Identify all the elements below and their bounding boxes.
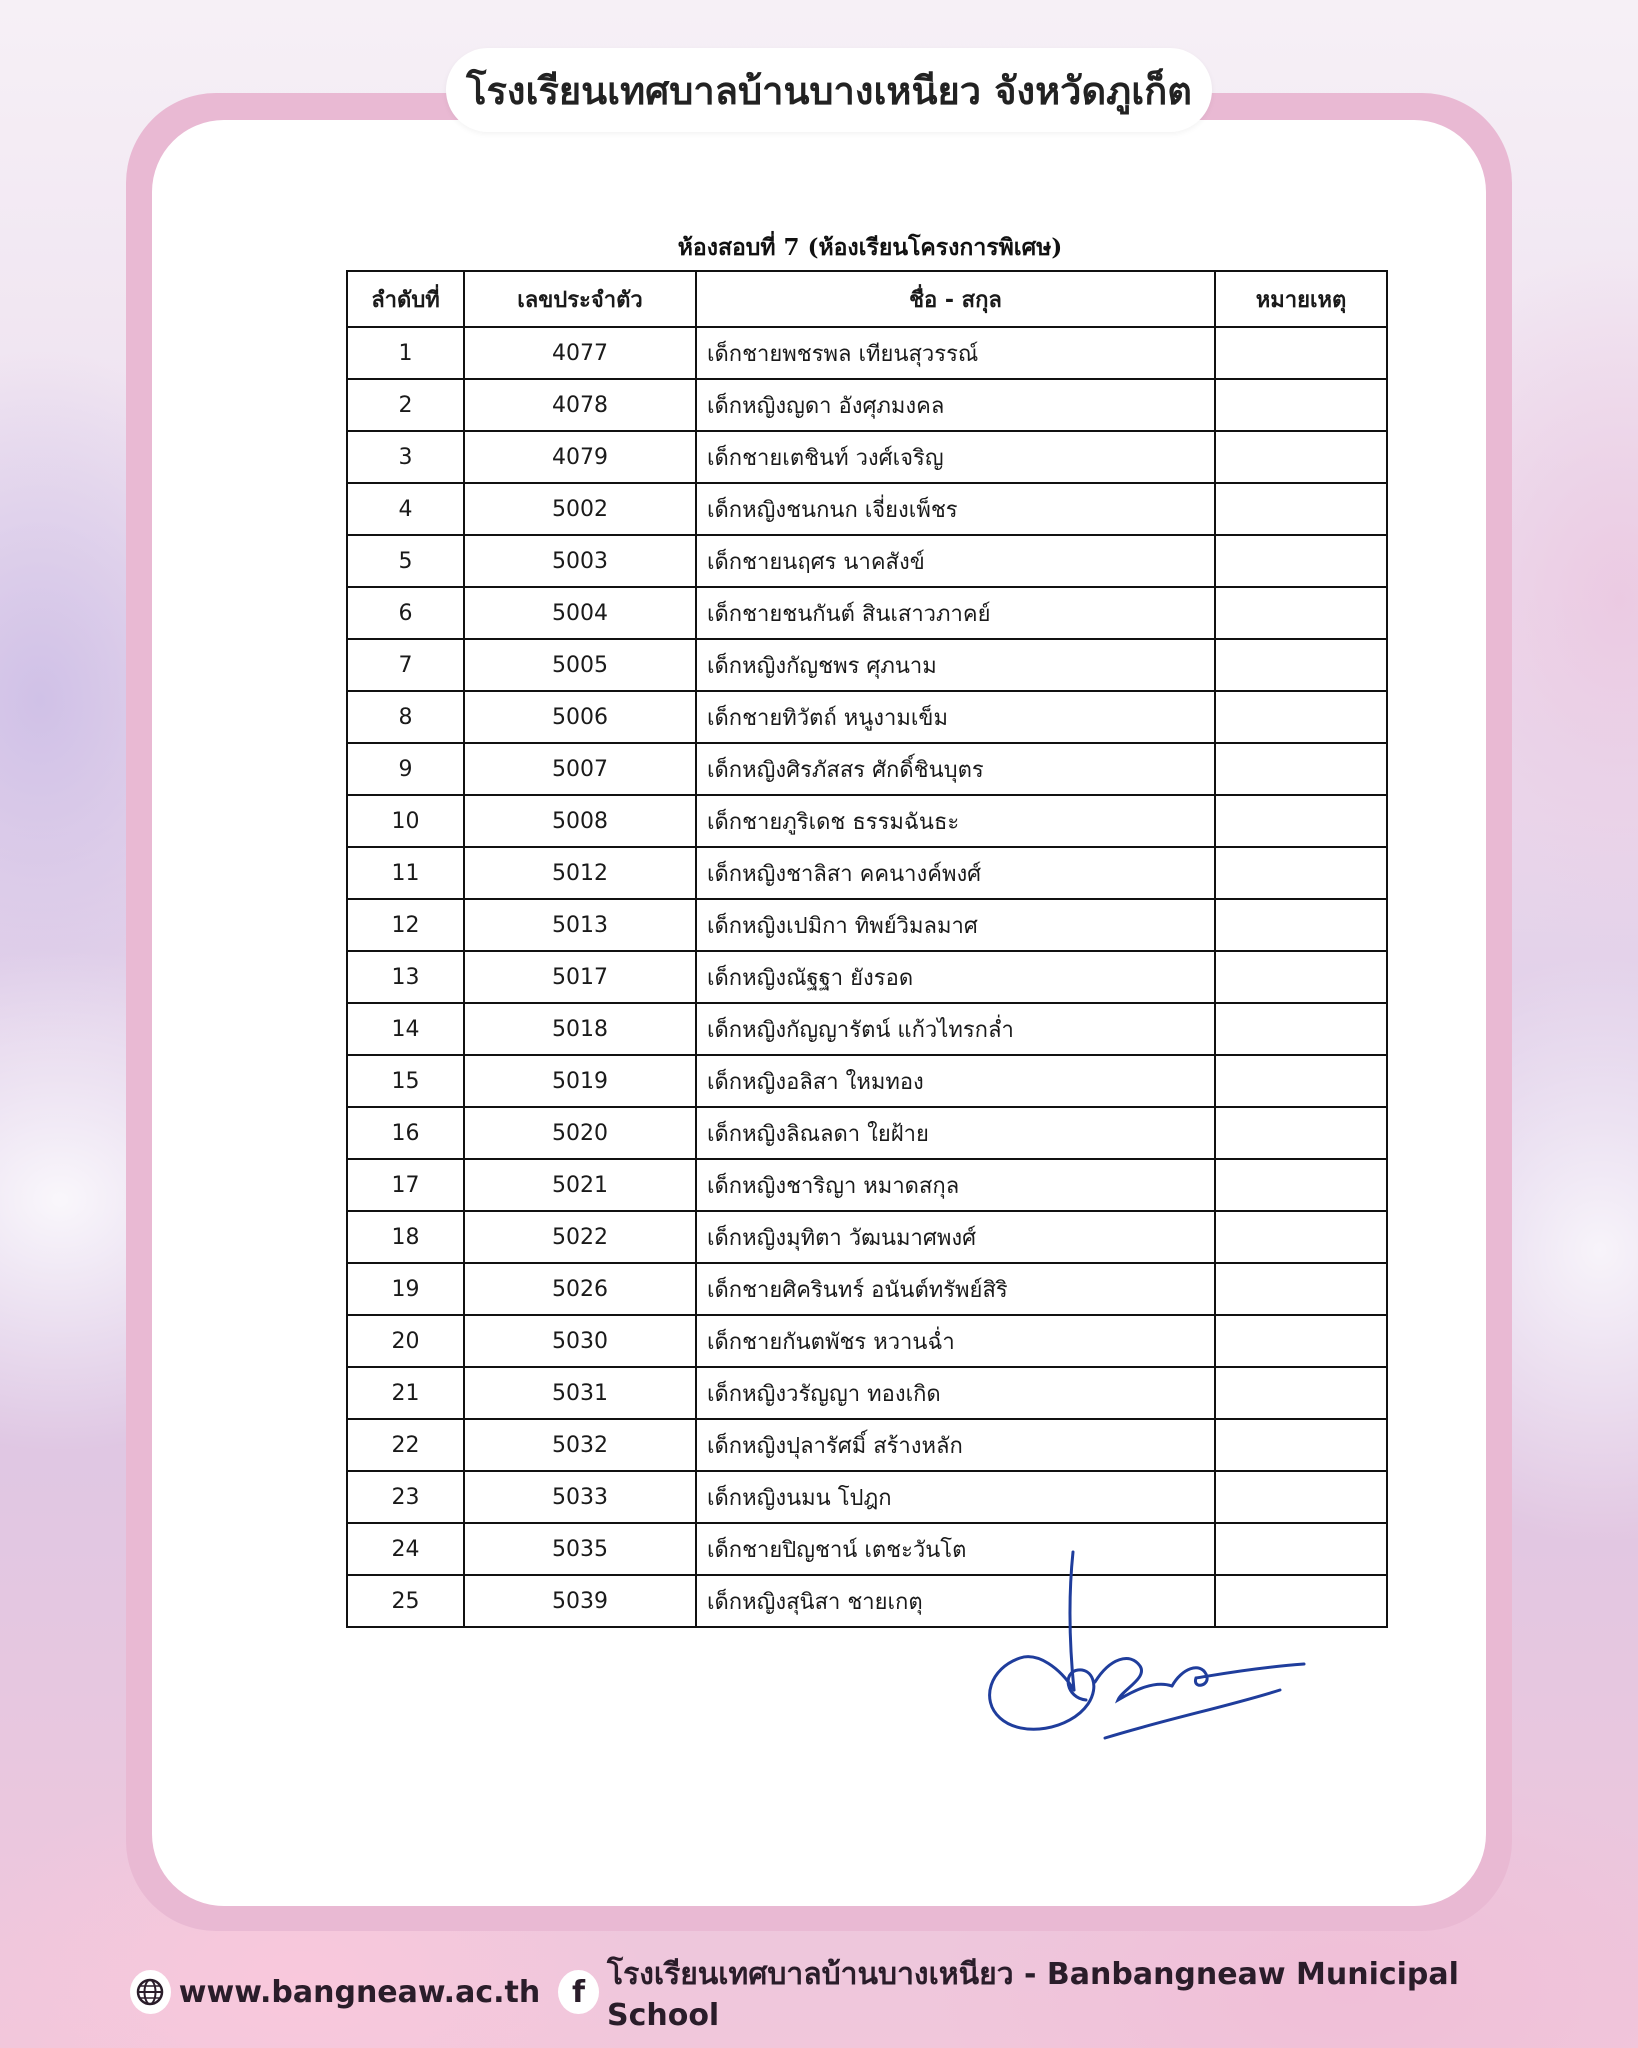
- row-remark: [1215, 431, 1387, 483]
- row-student-name: เด็กชายนฤศร นาคสังข์: [696, 535, 1215, 587]
- row-student-id: 5039: [464, 1575, 696, 1627]
- row-number: 2: [347, 379, 464, 431]
- row-number: 19: [347, 1263, 464, 1315]
- table-body: [347, 327, 1387, 1627]
- row-number: 25: [347, 1575, 464, 1627]
- row-student-name: เด็กหญิงสุนิสา ชายเกตุ: [696, 1575, 1215, 1627]
- row-number: 9: [347, 743, 464, 795]
- row-student-id: 5019: [464, 1055, 696, 1107]
- row-student-name: เด็กชายกันตพัชร หวานฉ่ำ: [696, 1315, 1215, 1367]
- row-student-id: 5030: [464, 1315, 696, 1367]
- table-row: [347, 431, 1387, 483]
- row-student-name: เด็กชายทิวัตถ์ หนูงามเข็ม: [696, 691, 1215, 743]
- row-number: 4: [347, 483, 464, 535]
- school-title: โรงเรียนเทศบาลบ้านบางเหนียว จังหวัดภูเก็ต: [446, 48, 1212, 132]
- row-remark: [1215, 899, 1387, 951]
- row-remark: [1215, 535, 1387, 587]
- row-student-id: 5007: [464, 743, 696, 795]
- row-student-name: เด็กชายพชรพล เทียนสุวรรณ์: [696, 327, 1215, 379]
- row-remark: [1215, 1367, 1387, 1419]
- table-row: [347, 1211, 1387, 1263]
- table-row: [347, 1055, 1387, 1107]
- row-student-name: เด็กหญิงศิรภัสสร ศักดิ์ชินบุตร: [696, 743, 1215, 795]
- table-row: [347, 1003, 1387, 1055]
- row-student-name: เด็กหญิงวรัญญา ทองเกิด: [696, 1367, 1215, 1419]
- table-row: [347, 1419, 1387, 1471]
- table-header-row: [347, 271, 1387, 327]
- row-remark: [1215, 743, 1387, 795]
- row-student-id: 5020: [464, 1107, 696, 1159]
- table-row: [347, 1367, 1387, 1419]
- row-number: 6: [347, 587, 464, 639]
- table-row: [347, 899, 1387, 951]
- column-header-number: ลำดับที่: [347, 271, 464, 327]
- row-remark: [1215, 691, 1387, 743]
- row-student-name: เด็กหญิงชาริญา หมาดสกุล: [696, 1159, 1215, 1211]
- row-remark: [1215, 1159, 1387, 1211]
- row-student-name: เด็กหญิงนมน โปฎก: [696, 1471, 1215, 1523]
- row-number: 18: [347, 1211, 464, 1263]
- row-student-id: 5026: [464, 1263, 696, 1315]
- row-student-id: 5017: [464, 951, 696, 1003]
- row-number: 17: [347, 1159, 464, 1211]
- row-student-name: เด็กหญิงญดา อังศุภมงคล: [696, 379, 1215, 431]
- column-header-name: ชื่อ - สกุล: [696, 271, 1215, 327]
- row-remark: [1215, 1315, 1387, 1367]
- table-row: [347, 1159, 1387, 1211]
- row-student-name: เด็กหญิงชาลิสา คคนางค์พงศ์: [696, 847, 1215, 899]
- row-student-id: 4079: [464, 431, 696, 483]
- row-remark: [1215, 587, 1387, 639]
- row-student-id: 5018: [464, 1003, 696, 1055]
- globe-icon: [130, 1970, 171, 2014]
- row-student-id: 5004: [464, 587, 696, 639]
- row-student-id: 5032: [464, 1419, 696, 1471]
- row-student-name: เด็กหญิงกัญญารัตน์ แก้วไทรกล่ำ: [696, 1003, 1215, 1055]
- row-number: 11: [347, 847, 464, 899]
- table-row: [347, 1315, 1387, 1367]
- table-row: [347, 1263, 1387, 1315]
- table-row: [347, 587, 1387, 639]
- row-remark: [1215, 1211, 1387, 1263]
- facebook-page-link[interactable]: โรงเรียนเทศบาลบ้านบางเหนียว - Banbangneaw Municipal School: [606, 1957, 1459, 2033]
- row-student-id: 5013: [464, 899, 696, 951]
- row-student-id: 5012: [464, 847, 696, 899]
- row-student-name: เด็กชายภูริเดช ธรรมฉันธะ: [696, 795, 1215, 847]
- table-row: [347, 1471, 1387, 1523]
- row-number: 8: [347, 691, 464, 743]
- row-number: 21: [347, 1367, 464, 1419]
- table-row: [347, 379, 1387, 431]
- website-link[interactable]: www.bangneaw.ac.th: [178, 1974, 541, 2010]
- row-student-name: เด็กหญิงเปมิกา ทิพย์วิมลมาศ: [696, 899, 1215, 951]
- row-student-name: เด็กหญิงปุลารัศมิ์ สร้างหลัก: [696, 1419, 1215, 1471]
- row-student-id: 4077: [464, 327, 696, 379]
- row-number: 3: [347, 431, 464, 483]
- table-row: [347, 535, 1387, 587]
- row-remark: [1215, 1471, 1387, 1523]
- row-number: 10: [347, 795, 464, 847]
- row-number: 14: [347, 1003, 464, 1055]
- footer: [130, 1957, 1510, 2033]
- row-number: 24: [347, 1523, 464, 1575]
- row-student-id: 5033: [464, 1471, 696, 1523]
- row-student-name: เด็กชายเตชินท์ วงศ์เจริญ: [696, 431, 1215, 483]
- row-remark: [1215, 1419, 1387, 1471]
- table-row: [347, 951, 1387, 1003]
- facebook-icon: f: [558, 1970, 599, 2014]
- row-number: 22: [347, 1419, 464, 1471]
- signature: [950, 1540, 1330, 1750]
- table-row: [347, 743, 1387, 795]
- table-row: [347, 795, 1387, 847]
- row-student-name: เด็กหญิงลิณลดา ใยฝ้าย: [696, 1107, 1215, 1159]
- row-remark: [1215, 327, 1387, 379]
- row-number: 20: [347, 1315, 464, 1367]
- row-student-name: เด็กชายชนกันต์ สินเสาวภาคย์: [696, 587, 1215, 639]
- row-remark: [1215, 483, 1387, 535]
- row-student-id: 5003: [464, 535, 696, 587]
- row-number: 13: [347, 951, 464, 1003]
- row-student-id: 5008: [464, 795, 696, 847]
- row-remark: [1215, 1055, 1387, 1107]
- table-row: [347, 847, 1387, 899]
- row-number: 1: [347, 327, 464, 379]
- row-remark: [1215, 1107, 1387, 1159]
- row-student-name: เด็กชายปิญชาน์ เตชะวันโต: [696, 1523, 1215, 1575]
- row-number: 15: [347, 1055, 464, 1107]
- row-number: 16: [347, 1107, 464, 1159]
- row-remark: [1215, 1263, 1387, 1315]
- row-student-id: 5002: [464, 483, 696, 535]
- row-remark: [1215, 847, 1387, 899]
- room-title: ห้องสอบที่ 7 (ห้องเรียนโครงการพิเศษ): [677, 234, 1063, 261]
- row-student-id: 5031: [464, 1367, 696, 1419]
- table-row: [347, 327, 1387, 379]
- row-student-id: 5022: [464, 1211, 696, 1263]
- column-header-student-id: เลขประจำตัว: [464, 271, 696, 327]
- row-student-name: เด็กหญิงอลิสา ใหมทอง: [696, 1055, 1215, 1107]
- row-student-id: 4078: [464, 379, 696, 431]
- row-remark: [1215, 795, 1387, 847]
- row-remark: [1215, 1003, 1387, 1055]
- row-remark: [1215, 951, 1387, 1003]
- row-student-id: 5021: [464, 1159, 696, 1211]
- row-student-name: เด็กหญิงณัฐฐา ยังรอด: [696, 951, 1215, 1003]
- row-student-name: เด็กหญิงชนกนก เจี่ยงเพ็ชร: [696, 483, 1215, 535]
- row-remark: [1215, 379, 1387, 431]
- column-header-remark: หมายเหตุ: [1215, 271, 1387, 327]
- row-student-name: เด็กหญิงกัญชพร ศุภนาม: [696, 639, 1215, 691]
- table-row: [347, 1107, 1387, 1159]
- row-student-id: 5005: [464, 639, 696, 691]
- row-student-id: 5006: [464, 691, 696, 743]
- row-number: 23: [347, 1471, 464, 1523]
- row-remark: [1215, 639, 1387, 691]
- table-row: [347, 639, 1387, 691]
- table-row: [347, 483, 1387, 535]
- row-number: 7: [347, 639, 464, 691]
- table-row: [347, 691, 1387, 743]
- row-student-id: 5035: [464, 1523, 696, 1575]
- row-number: 5: [347, 535, 464, 587]
- student-roster-table: [346, 270, 1388, 1628]
- row-number: 12: [347, 899, 464, 951]
- row-student-name: เด็กหญิงมุทิตา วัฒนมาศพงศ์: [696, 1211, 1215, 1263]
- row-student-name: เด็กชายศิครินทร์ อนันต์ทรัพย์สิริ: [696, 1263, 1215, 1315]
